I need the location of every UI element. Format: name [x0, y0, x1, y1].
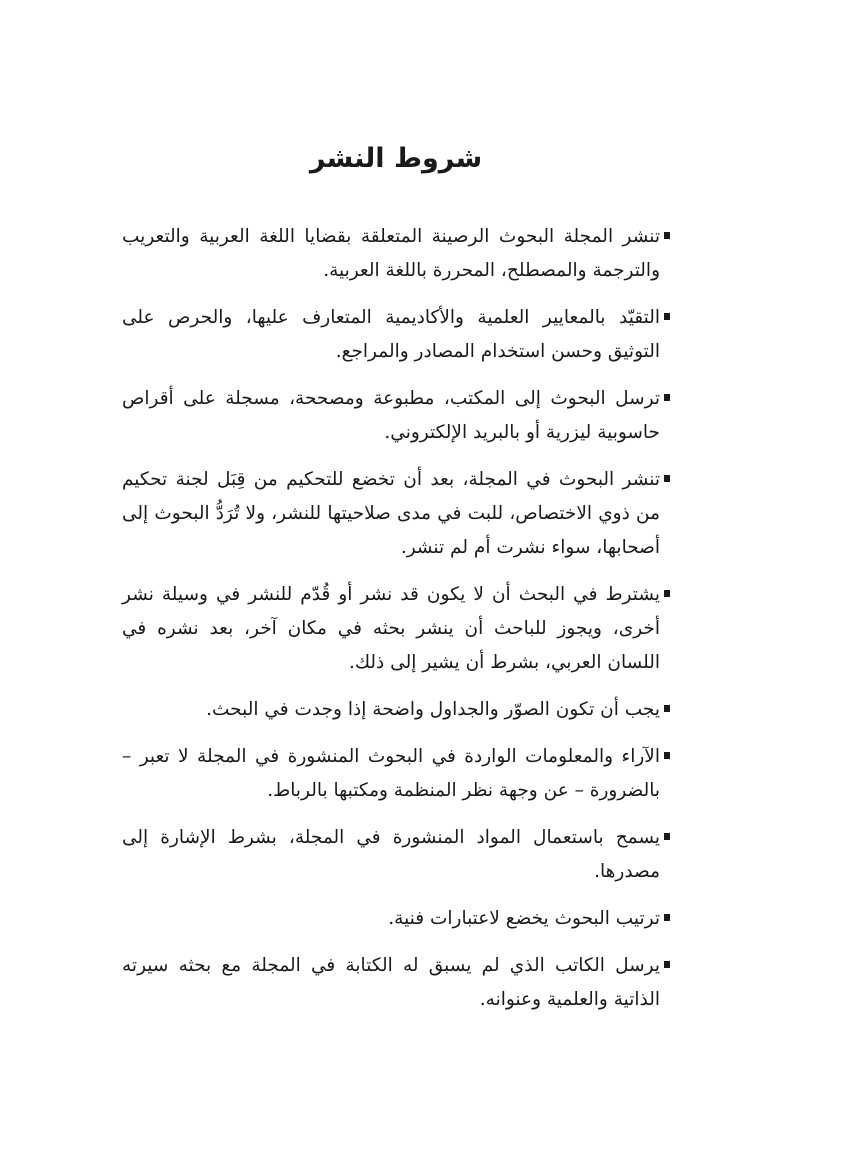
condition-item-10	[122, 949, 670, 1017]
condition-item-9	[122, 902, 670, 936]
condition-item-5	[122, 578, 670, 680]
condition-text: يجب أن تكون الصوّر والجداول واضحة إذا وجدت في البحث.	[206, 698, 660, 720]
condition-text: يرسل الكاتب الذي لم يسبق له الكتابة في المجلة مع بحثه سيرته الذاتية والعلمية وعنوانه.	[122, 954, 660, 1010]
condition-item-6	[122, 693, 670, 727]
condition-text: تنشر البحوث في المجلة، بعد أن تخضع للتحكيم من قِبَل لجنة تحكيم من ذوي الاختصاص، للبت في مدى صلاحيتها للنشر، ولا تُرَدُّ البحوث إلى أصحابها، سواء نشرت أم لم تنشر.	[122, 468, 660, 558]
condition-text: الآراء والمعلومات الواردة في البحوث المنشورة في المجلة لا تعبر – بالضرورة – عن وجهة نظر المنظمة ومكتبها بالرباط.	[122, 745, 660, 801]
bullet-icon	[664, 475, 670, 482]
condition-text: يشترط في البحث أن لا يكون قد نشر أو قُدّم للنشر في وسيلة نشر أخرى، ويجوز للباحث أن ينشر بحثه في مكان آخر، بعد نشره في اللسان العربي، بشرط أن يشير إلى ذلك.	[122, 583, 660, 673]
bullet-icon	[664, 590, 670, 597]
condition-text: التقيّد بالمعايير العلمية والأكاديمية المتعارف عليها، والحرص على التوثيق وحسن استخدام المصادر والمراجع.	[122, 306, 660, 362]
condition-item-2	[122, 301, 670, 369]
condition-text: ترسل البحوث إلى المكتب، مطبوعة ومصححة، مسجلة على أقراص حاسوبية ليزرية أو بالبريد الإلكتروني.	[122, 387, 660, 443]
condition-item-7	[122, 740, 670, 808]
condition-item-1	[122, 220, 670, 288]
page-title: شروط النشر	[309, 143, 483, 174]
condition-item-4	[122, 463, 670, 565]
condition-text: يسمح باستعمال المواد المنشورة في المجلة، بشرط الإشارة إلى مصدرها.	[122, 826, 660, 882]
bullet-icon	[664, 705, 670, 712]
bullet-icon	[664, 752, 670, 759]
condition-item-3	[122, 382, 670, 450]
bullet-icon	[664, 313, 670, 320]
bullet-icon	[664, 232, 670, 239]
bullet-icon	[664, 961, 670, 968]
page-content	[122, 140, 670, 1030]
condition-text: ترتيب البحوث يخضع لاعتبارات فنية.	[388, 907, 660, 929]
bullet-icon	[664, 394, 670, 401]
bullet-icon	[664, 833, 670, 840]
condition-text: تنشر المجلة البحوث الرصينة المتعلقة بقضايا اللغة العربية والتعريب والترجمة والمصطلح، المحررة باللغة العربية.	[122, 225, 660, 281]
condition-item-8	[122, 821, 670, 889]
conditions-list	[122, 220, 670, 1017]
bullet-icon	[664, 914, 670, 921]
